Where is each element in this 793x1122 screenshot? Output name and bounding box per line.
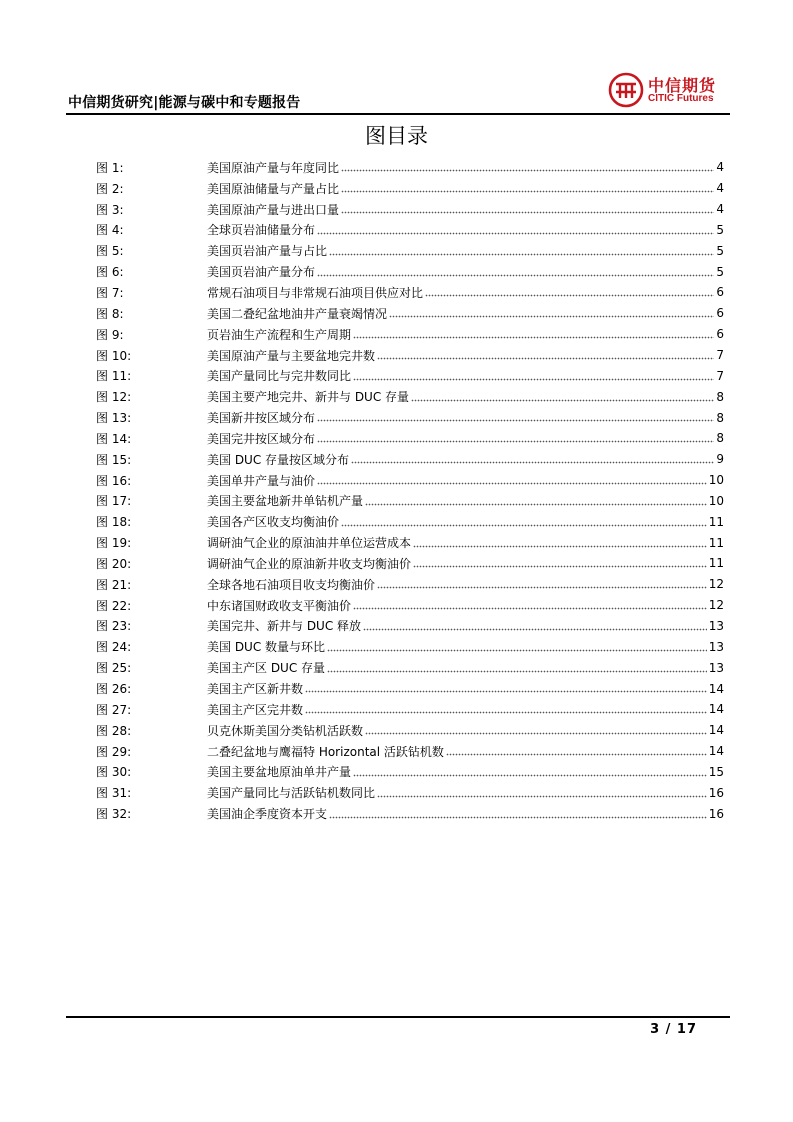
toc-entry-page[interactable]: 14 [708,702,724,717]
toc-entry[interactable] [96,720,724,741]
toc-entry-label: 图 25: [96,661,132,676]
toc-entry[interactable] [96,636,724,657]
toc-entry-label: 图 32: [96,807,132,822]
toc-entry-label: 图 11: [96,369,132,384]
toc-entry-title[interactable]: 二叠纪盆地与鹰福特 Horizontal 活跃钻机数 [207,744,444,759]
toc-entry[interactable] [96,511,724,532]
toc-dot-leader [317,440,714,444]
toc-dot-leader [329,815,707,819]
logo-english-name: CITIC Futures [648,93,714,104]
toc-dot-leader [353,607,707,611]
toc-entry-title[interactable]: 美国原油储量与产量占比 [207,181,340,196]
toc-entry-title[interactable]: 美国 DUC 存量按区域分布 [207,452,350,467]
toc-entry-title[interactable]: 美国各产区收支均衡油价 [207,515,340,530]
toc-entry-title[interactable]: 美国主产区完井数 [207,702,304,717]
toc-entry-label: 图 15: [96,452,132,467]
toc-entry-title[interactable]: 美国原油产量与进出口量 [207,202,340,217]
toc-entry[interactable] [96,386,724,407]
toc-dot-leader [377,356,714,360]
toc-entry-title[interactable]: 调研油气企业的原油油井单位运营成本 [207,536,412,551]
toc-entry[interactable] [96,157,724,178]
toc-entry-page[interactable]: 11 [708,535,724,550]
toc-entry-title[interactable]: 美国主产区新井数 [207,682,304,697]
toc-dot-leader [341,169,714,173]
toc-entry-page[interactable]: 10 [708,493,724,508]
toc-dot-leader [305,711,707,715]
toc-entry[interactable] [96,616,724,637]
toc-entry-label: 图 20: [96,556,132,571]
toc-entry-title[interactable]: 美国页岩油产量分布 [207,265,316,280]
toc-entry-label: 图 19: [96,536,132,551]
toc-entry-title[interactable]: 贝克休斯美国分类钻机活跃数 [207,723,364,738]
toc-entry-title[interactable]: 美国原油产量与年度同比 [207,160,340,175]
toc-entry-page[interactable]: 10 [708,473,724,488]
toc-entry-title[interactable]: 全球各地石油项目收支均衡油价 [207,577,376,592]
toc-dot-leader [341,190,714,194]
toc-dot-leader [353,336,714,340]
citic-futures-logo [608,72,732,108]
toc-entry-title[interactable]: 美国单井产量与油价 [207,473,316,488]
toc-entry-page[interactable]: 7 [716,348,724,363]
toc-entry[interactable] [96,761,724,782]
toc-dot-leader [365,732,707,736]
toc-entry-title[interactable]: 调研油气企业的原油新井收支均衡油价 [207,556,412,571]
toc-entry-title[interactable]: 美国主要盆地新井单钻机产量 [207,494,364,509]
toc-entry-label: 图 3: [96,202,124,217]
toc-entry-page[interactable]: 11 [708,556,724,571]
toc-entry[interactable] [96,240,724,261]
toc-dot-leader [329,252,714,256]
toc-entry-label: 图 6: [96,265,124,280]
toc-entry-title[interactable]: 美国完井按区域分布 [207,431,316,446]
toc-entry-label: 图 10: [96,348,132,363]
toc-entry[interactable] [96,345,724,366]
toc-dot-leader [305,690,707,694]
toc-dot-leader [411,398,714,402]
toc-entry-label: 图 9: [96,327,124,342]
toc-entry[interactable] [96,657,724,678]
toc-dot-leader [377,586,707,590]
toc-entry[interactable] [96,782,724,803]
toc-entry-page[interactable]: 6 [716,306,724,321]
toc-entry-page[interactable]: 14 [708,681,724,696]
toc-entry-page[interactable]: 4 [716,181,724,196]
logo-chinese-name: 中信期货 [648,76,717,95]
toc-dot-leader [413,544,707,548]
footer-divider [66,1016,730,1018]
toc-dot-leader [351,461,714,465]
toc-entry[interactable] [96,449,724,470]
toc-entry-label: 图 7: [96,285,124,300]
toc-entry-label: 图 31: [96,786,132,801]
toc-entry[interactable] [96,470,724,491]
toc-dot-leader [341,523,707,527]
toc-dot-leader [317,419,714,423]
toc-entry-label: 图 30: [96,765,132,780]
toc-dot-leader [317,231,714,235]
toc-dot-leader [353,773,707,777]
toc-entry[interactable] [96,574,724,595]
toc-entry-label: 图 5: [96,244,124,259]
toc-entry-page[interactable]: 12 [708,598,724,613]
toc-entry-label: 图 24: [96,640,132,655]
toc-dot-leader [317,273,714,277]
toc-dot-leader [365,502,707,506]
toc-entry-page[interactable]: 13 [708,660,724,675]
toc-entry[interactable] [96,303,724,324]
toc-entry-page[interactable]: 11 [708,514,724,529]
toc-entry-page[interactable]: 14 [708,744,724,759]
toc-entry-label: 图 29: [96,744,132,759]
toc-entry-title[interactable]: 页岩油生产流程和生产周期 [207,327,352,342]
toc-entry-page[interactable]: 4 [716,160,724,175]
toc-dot-leader [363,627,707,631]
toc-entry-page[interactable]: 16 [708,806,724,821]
toc-entry[interactable] [96,261,724,282]
toc-entry-title[interactable]: 美国原油产量与主要盆地完井数 [207,348,376,363]
toc-entry-label: 图 22: [96,598,132,613]
report-header-title: 中信期货研究|能源与碳中和专题报告 [68,95,301,111]
toc-dot-leader [389,315,714,319]
toc-entry-page[interactable]: 13 [708,618,724,633]
toc-entry-page[interactable]: 5 [716,222,724,237]
toc-entry-label: 图 28: [96,723,132,738]
toc-entry-page[interactable]: 7 [716,368,724,383]
toc-entry-page[interactable]: 14 [708,723,724,738]
toc-entry-page[interactable]: 12 [708,577,724,592]
toc-entry-title[interactable]: 中东诸国财政收支平衡油价 [207,598,352,613]
toc-dot-leader [327,648,707,652]
page-number: 3 / 17 [650,1022,697,1037]
toc-heading: 图目录 [365,124,428,148]
toc-entry-label: 图 17: [96,494,132,509]
toc-entry-label: 图 26: [96,682,132,697]
toc-entry-label: 图 8: [96,306,124,321]
toc-entry-page[interactable]: 9 [716,452,724,467]
toc-dot-leader [413,565,707,569]
toc-entry-title[interactable]: 美国 DUC 数量与环比 [207,640,326,655]
toc-entry-title[interactable]: 美国主要产地完井、新井与 DUC 存量 [207,390,410,405]
toc-entry-title[interactable]: 美国新井按区域分布 [207,411,316,426]
toc-entry-title[interactable]: 全球页岩油储量分布 [207,223,316,238]
toc-entry[interactable] [96,365,724,386]
toc-dot-leader [341,211,714,215]
toc-entry-title[interactable]: 美国完井、新井与 DUC 释放 [207,619,362,634]
toc-dot-leader [446,752,707,756]
toc-entry-title[interactable]: 美国油企季度资本开支 [207,807,328,822]
toc-entry[interactable] [96,532,724,553]
toc-entry-title[interactable]: 美国产量同比与活跃钻机数同比 [207,786,376,801]
toc-dot-leader [353,377,714,381]
toc-entry-label: 图 16: [96,473,132,488]
toc-dot-leader [327,669,707,673]
toc-entry-label: 图 4: [96,223,124,238]
toc-entry-page[interactable]: 15 [708,764,724,779]
toc-entry[interactable] [96,178,724,199]
toc-entry-label: 图 18: [96,515,132,530]
toc-dot-leader [317,482,707,486]
toc-entry-page[interactable]: 5 [716,264,724,279]
toc-entry-label: 图 27: [96,702,132,717]
toc-entry-label: 图 1: [96,160,124,175]
toc-entry[interactable] [96,553,724,574]
toc-entry-page[interactable]: 8 [716,389,724,404]
toc-entry[interactable] [96,282,724,303]
citic-logo-icon [608,72,644,108]
toc-entry-page[interactable]: 6 [716,285,724,300]
toc-entry-page[interactable]: 4 [716,202,724,217]
toc-entry-page[interactable]: 6 [716,327,724,342]
toc-entry-label: 图 23: [96,619,132,634]
toc-entry[interactable] [96,199,724,220]
toc-dot-leader [425,294,714,298]
toc-entry-title[interactable]: 美国二叠纪盆地油井产量衰竭情况 [207,306,388,321]
toc-entry-label: 图 2: [96,181,124,196]
toc-dot-leader [377,794,707,798]
toc-entry[interactable] [96,803,724,824]
toc-entry-page[interactable]: 5 [716,243,724,258]
toc-entry[interactable] [96,220,724,241]
toc-entry-title[interactable]: 美国主产区 DUC 存量 [207,661,326,676]
toc-entry-label: 图 12: [96,390,132,405]
header-divider [66,113,730,115]
toc-entry-page[interactable]: 13 [708,639,724,654]
toc-entry[interactable] [96,699,724,720]
toc-entry-label: 图 21: [96,577,132,592]
toc-entry-title[interactable]: 常规石油项目与非常规石油项目供应对比 [207,285,424,300]
figure-list [96,157,724,824]
toc-entry[interactable] [96,324,724,345]
toc-entry[interactable] [96,678,724,699]
toc-entry-page[interactable]: 8 [716,410,724,425]
toc-entry[interactable] [96,595,724,616]
toc-entry[interactable] [96,407,724,428]
toc-entry-title[interactable]: 美国页岩油产量与占比 [207,244,328,259]
toc-entry-page[interactable]: 8 [716,431,724,446]
toc-entry-label: 图 13: [96,411,132,426]
toc-entry[interactable] [96,741,724,762]
toc-entry-page[interactable]: 16 [708,785,724,800]
toc-entry-label: 图 14: [96,431,132,446]
toc-entry[interactable] [96,428,724,449]
toc-entry-title[interactable]: 美国主要盆地原油单井产量 [207,765,352,780]
toc-entry-title[interactable]: 美国产量同比与完井数同比 [207,369,352,384]
toc-entry[interactable] [96,491,724,512]
